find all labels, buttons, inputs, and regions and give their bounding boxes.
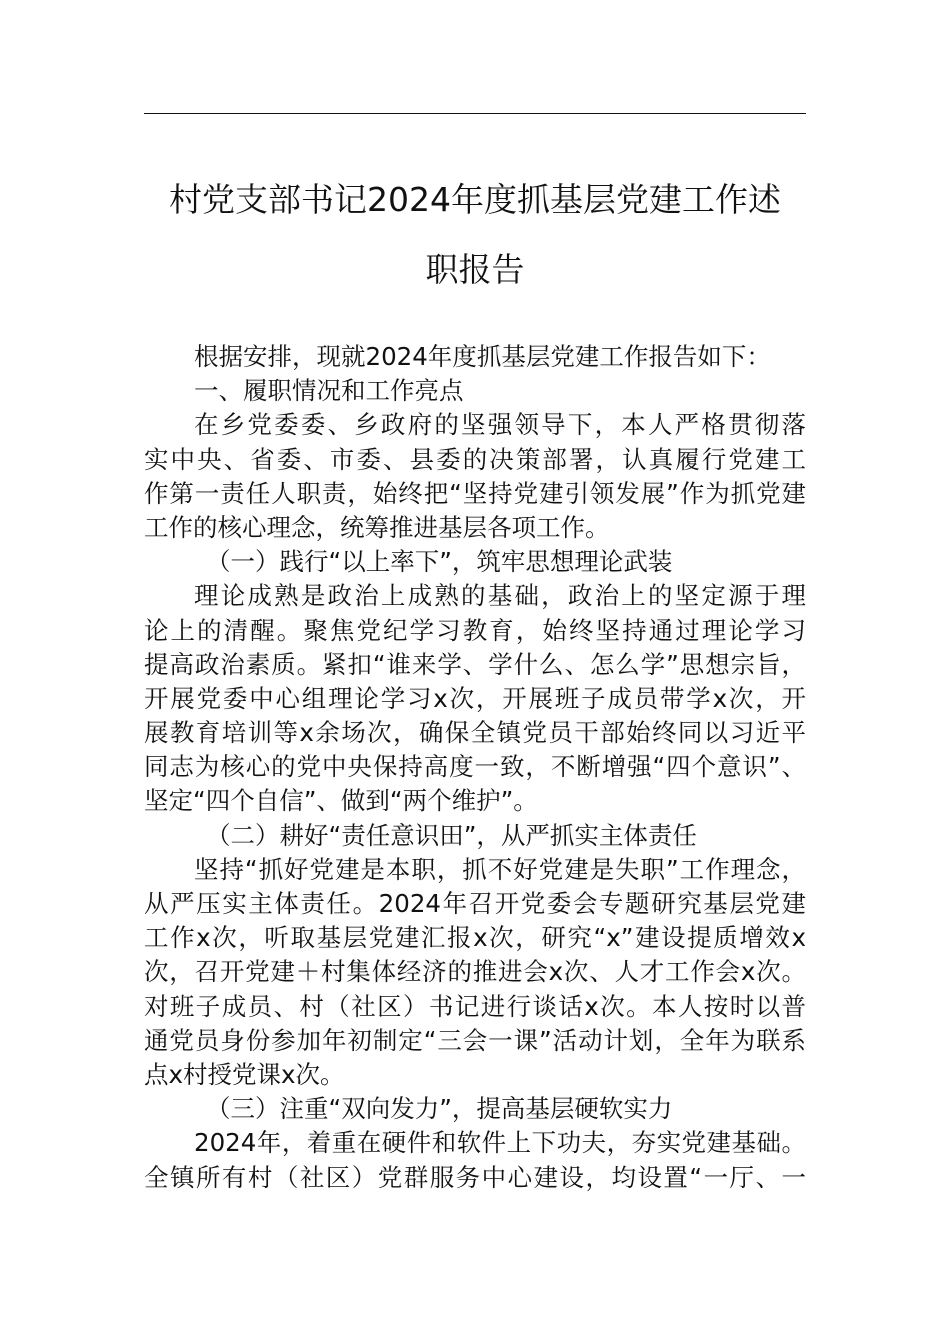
body-line: 作第一责任人职责，始终把“坚持党建引领发展”作为抓党建	[144, 478, 806, 508]
header-rule	[144, 113, 806, 114]
body-line: 点x村授党课x次。	[144, 1059, 345, 1089]
document-body	[144, 340, 806, 1195]
body-line: 展教育培训等x余场次，确保全镇党员干部始终同以习近平	[144, 718, 806, 748]
body-line: 坚持“抓好党建是本职，抓不好党建是失职”工作理念，	[194, 854, 806, 884]
body-line: 同志为核心的党中央保持高度一致，不断增强“四个意识”、	[144, 752, 806, 782]
subsection-heading: （三）注重“双向发力”，提高基层硬软实力	[206, 1094, 673, 1124]
body-line: 从严压实主体责任。2024年召开党委会专题研究基层党建	[144, 889, 806, 918]
document-title-line-2: 职报告	[425, 250, 525, 289]
subsection-heading: （一）践行“以上率下”，筑牢思想理论武装	[206, 547, 673, 577]
body-line: 全镇所有村（社区）党群服务中心建设，均设置“一厅、一	[144, 1162, 806, 1192]
body-line: 论上的清醒。聚焦党纪学习教育，始终坚持通过理论学习	[144, 615, 806, 645]
body-line: 提高政治素质。紧扣“谁来学、学什么、怎么学”思想宗旨，	[144, 649, 806, 679]
body-line: 实中央、省委、市委、县委的决策部署，认真履行党建工	[144, 444, 806, 474]
body-line: 工作x次，听取基层党建汇报x次，研究“x”建设提质增效x	[144, 923, 806, 953]
body-line: 对班子成员、村（社区）书记进行谈话x次。本人按时以普	[144, 991, 806, 1021]
body-line: 在乡党委委、乡政府的坚强领导下，本人严格贯彻落	[194, 410, 806, 440]
body-line: 开展党委中心组理论学习x次，开展班子成员带学x次，开	[144, 683, 806, 713]
body-line: 通党员身份参加年初制定“三会一课”活动计划，全年为联系	[144, 1025, 806, 1055]
body-line: 2024年，着重在硬件和软件上下功夫，夯实党建基础。	[194, 1128, 806, 1158]
body-line: 坚定“四个自信”、做到“两个维护”。	[144, 786, 538, 816]
document-title-line-1: 村党支部书记2024年度抓基层党建工作述	[169, 180, 781, 219]
body-line: 工作的核心理念，统筹推进基层各项工作。	[144, 512, 610, 542]
body-line: 理论成熟是政治上成熟的基础，政治上的坚定源于理	[194, 581, 806, 611]
subsection-heading: （二）耕好“责任意识田”，从严抓实主体责任	[206, 820, 697, 850]
body-line: 根据安排，现就2024年度抓基层党建工作报告如下：	[194, 342, 771, 371]
section-heading: 一、履职情况和工作亮点	[194, 376, 464, 406]
body-line: 次，召开党建＋村集体经济的推进会x次、人才工作会x次。	[144, 957, 806, 987]
